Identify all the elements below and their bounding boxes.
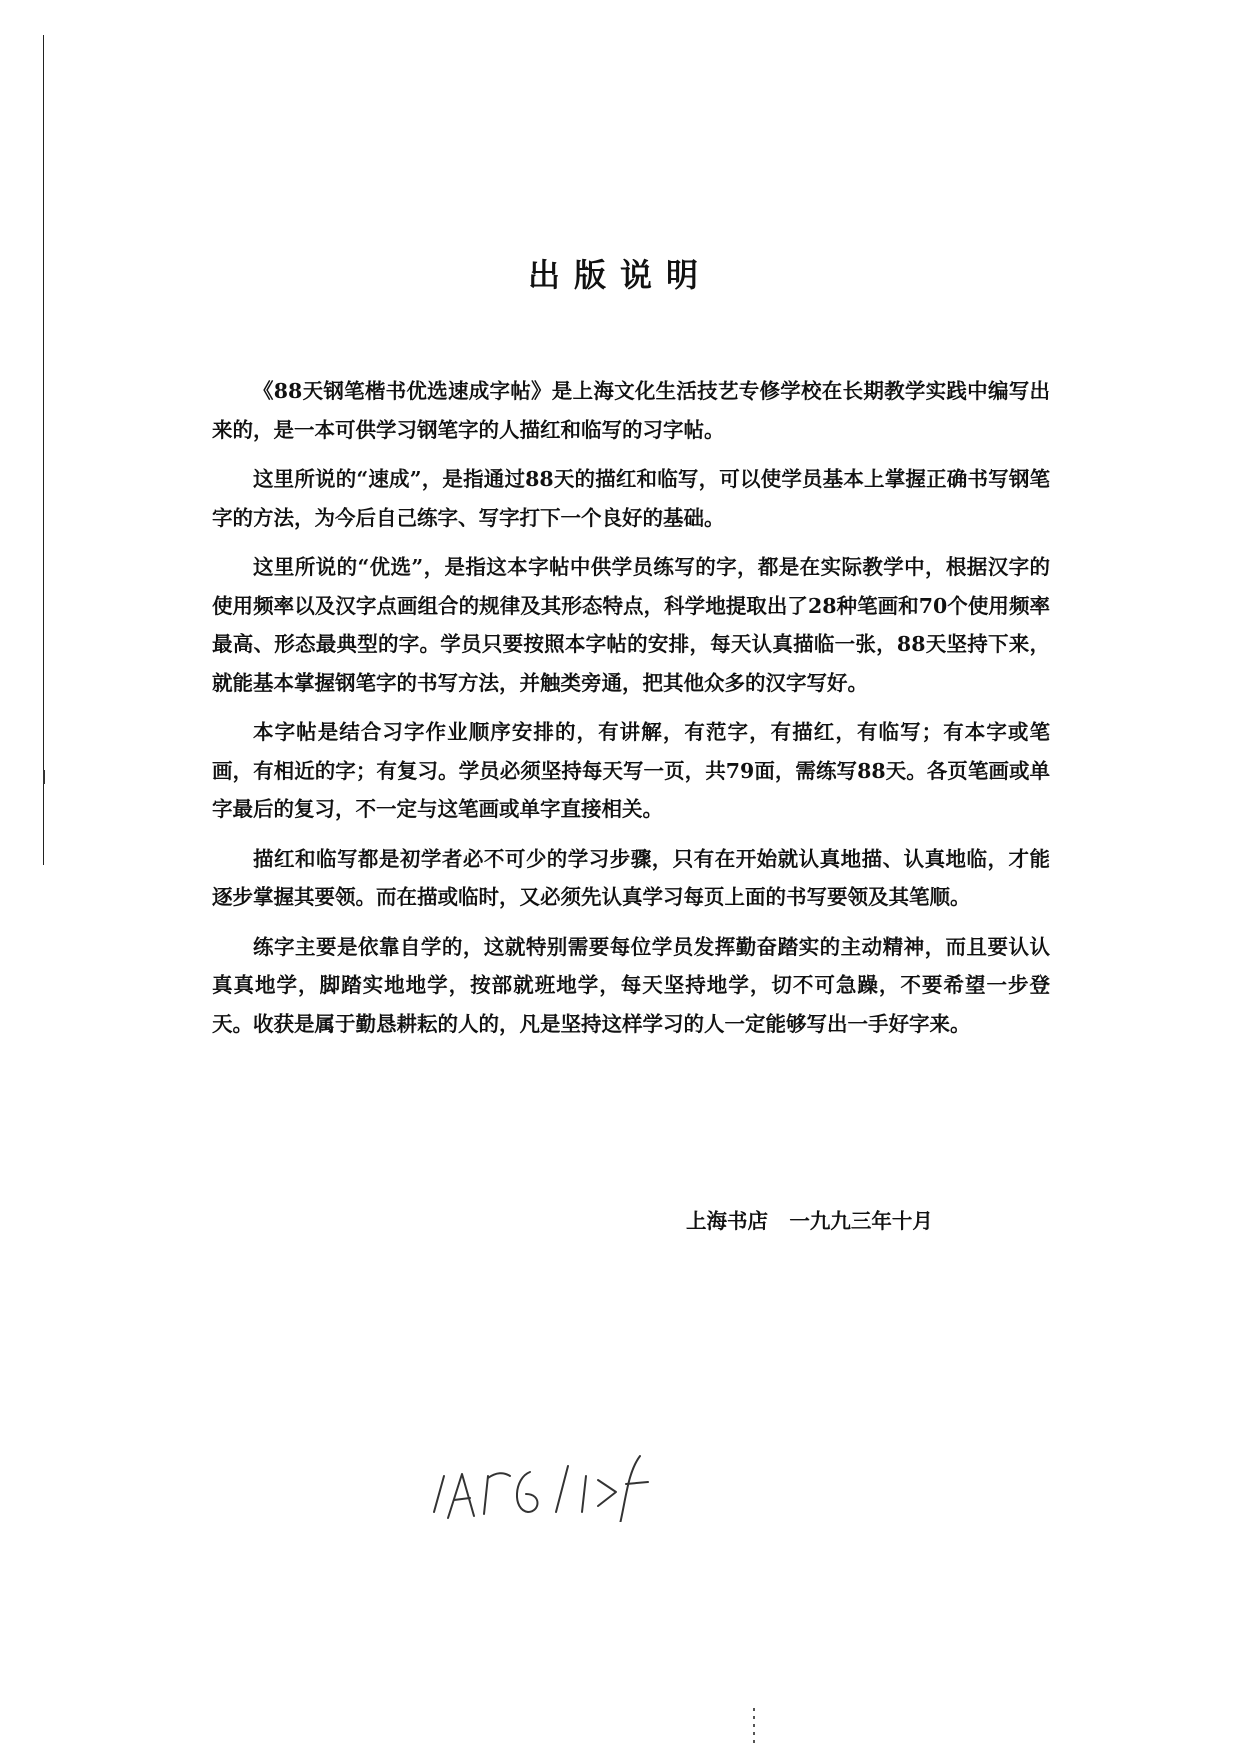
binding-edge-line <box>43 35 44 865</box>
paragraph-2: 这里所说的“速成”，是指通过88天的描红和临写，可以使学员基本上掌握正确书写钢笔字的方法，为今后自己练字、写字打下一个良好的基础。 <box>212 467 1050 530</box>
paragraph-1: 《88天钢笔楷书优选速成字帖》是上海文化生活技艺专修学校在长期教学实践中编写出来的，是一本可供学习钢笔字的人描红和临写的习字帖。 <box>212 379 1050 442</box>
paragraph-5: 描红和临写都是初学者必不可少的学习步骤，只有在开始就认真地描、认真地临，才能逐步掌握其要领。而在描或临时，又必须先认真学习每页上面的书写要领及其笔顺。 <box>212 846 1050 909</box>
page-title: 出版说明 <box>527 256 712 294</box>
paragraph-3: 这里所说的“优选”，是指这本字帖中供学员练写的字，都是在实际教学中，根据汉字的使用频率以及汉字点画组合的规律及其形态特点，科学地提取出了28种笔画和70个使用频率最高、形态最典型的字。学员只要按照本字帖的安排，每天认真描临一张，88天坚持下来，就能基本掌握钢笔字的书写方法，并触类旁通，把其他众多的汉字写好。 <box>212 555 1050 695</box>
body-text <box>212 372 1050 1054</box>
paragraph-6: 练字主要是依靠自学的，这就特别需要每位学员发挥勤奋踏实的主动精神，而且要认认真真地学，脚踏实地地学，按部就班地学，每天坚持地学，切不可急躁，不要希望一步登天。收获是属于勤恳耕耘的人的，凡是坚持这样学习的人一定能够写出一手好字来。 <box>212 934 1050 1036</box>
signature-line <box>686 1204 933 1234</box>
paragraph-4: 本字帖是结合习字作业顺序安排的，有讲解，有范字，有描红，有临写；有本字或笔画，有相近的字；有复习。学员必须坚持每天写一页，共79面，需练写88天。各页笔画或单字最后的复习，不一定与这笔画或单字直接相关。 <box>212 720 1050 821</box>
binding-edge-mark <box>43 770 45 784</box>
scan-artifact-dots <box>752 1708 756 1744</box>
handwritten-note <box>426 1432 666 1522</box>
signature-publisher: 上海书店 <box>686 1209 768 1233</box>
signature-date: 一九九三年十月 <box>789 1209 933 1233</box>
